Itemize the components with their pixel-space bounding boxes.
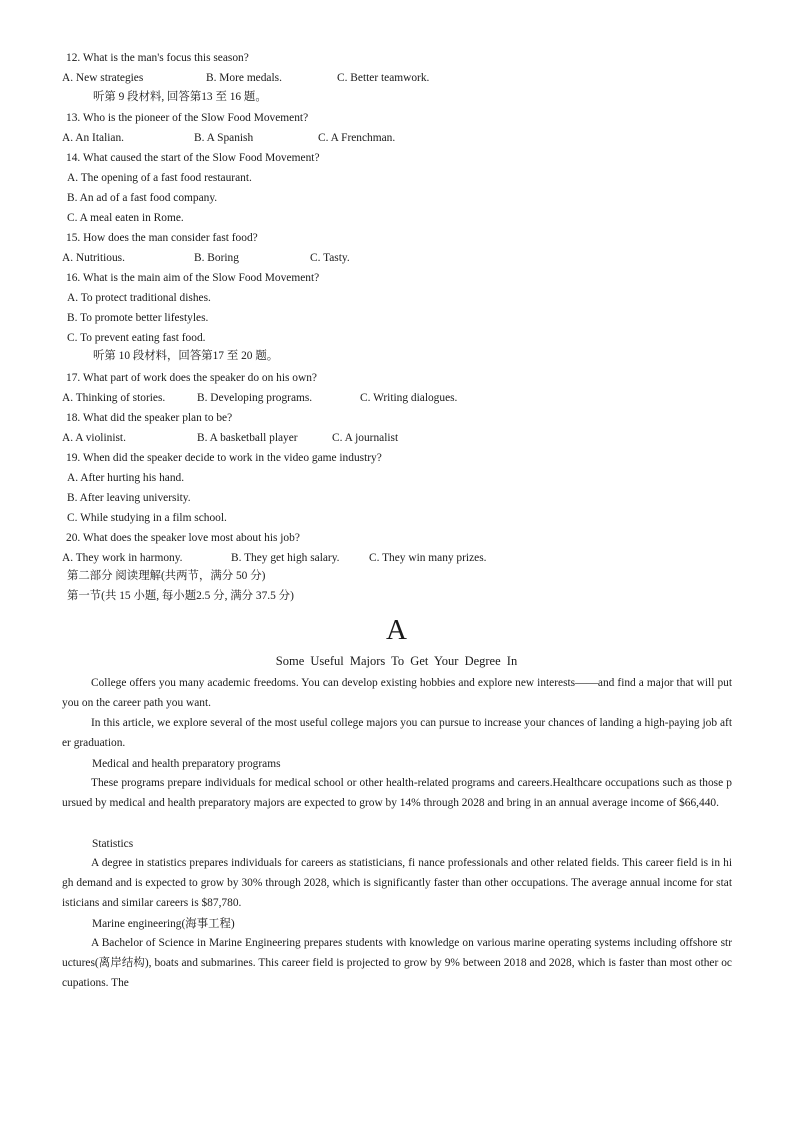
passage-title: Some Useful Majors To Get Your Degree In [275, 654, 518, 668]
option-c: C. A journalist [332, 432, 399, 444]
question-16: 16. What is the main aim of the Slow Food Movement? [66, 272, 320, 284]
option-14-a: A. The opening of a fast food restaurant. [67, 172, 252, 184]
heading-statistics: Statistics [92, 838, 134, 850]
question-13: 13. Who is the pioneer of the Slow Food Movement? [66, 112, 309, 124]
option-c: C. Better teamwork. [337, 72, 430, 84]
section-title: 第一节(共 15 小题, 每小题2.5 分, 满分 37.5 分) [67, 590, 294, 602]
option-16-c: C. To prevent eating fast food. [67, 332, 206, 344]
options-15 [62, 251, 350, 265]
options-18 [62, 431, 398, 445]
options-12 [62, 71, 429, 85]
option-b: B. A basketball player [197, 432, 298, 444]
option-b: B. Boring [194, 252, 239, 264]
paragraph-1: College offers you many academic freedoms. You can develop existing hobbies and explore new interests——and find a major that will put you on the career path you want. [62, 677, 732, 709]
option-16-b: B. To promote better lifestyles. [67, 312, 209, 324]
option-c: C. Writing dialogues. [360, 392, 458, 404]
question-20: 20. What does the speaker love most about his job? [66, 532, 300, 544]
option-a: A. New strategies [62, 72, 144, 84]
option-16-a: A. To protect traditional dishes. [67, 292, 211, 304]
part-title: 第二部分 阅读理解(共两节，满分 50 分) [67, 570, 266, 582]
question-18: 18. What did the speaker plan to be? [66, 412, 233, 424]
instruction-section-10: 听第 10 段材料，回答第17 至 20 题。 [93, 350, 279, 362]
paragraph-5: A Bachelor of Science in Marine Engineering prepares students with knowledge on various marine operating systems including offshore structures(离岸结构), boats and submarines. This career field is projected to grow by 9% between 2018 and 2028, which is faster than most other occupations. The [62, 937, 732, 989]
option-19-c: C. While studying in a film school. [67, 512, 227, 524]
passage-letter: A [386, 614, 407, 646]
question-15: 15. How does the man consider fast food? [66, 232, 258, 244]
question-19: 19. When did the speaker decide to work in the video game industry? [66, 452, 382, 464]
paragraph-3: These programs prepare individuals for medical school or other health-related programs and careers.Healthcare occupations such as those pursued by medical and health preparatory majors are expected to grow by 14% through 2028 and bring in an annual average income of $66,440. [62, 777, 732, 809]
option-a: A. Thinking of stories. [62, 392, 166, 404]
option-a: A. Nutritious. [62, 252, 125, 264]
heading-medical: Medical and health preparatory programs [92, 758, 281, 770]
option-b: B. They get high salary. [231, 552, 340, 564]
question-14: 14. What caused the start of the Slow Food Movement? [66, 152, 320, 164]
option-a: A. A violinist. [62, 432, 126, 444]
options-20 [62, 551, 486, 565]
option-a: A. They work in harmony. [62, 552, 183, 564]
question-12: 12. What is the man's focus this season? [66, 52, 249, 64]
instruction-section-9: 听第 9 段材料, 回答第13 至 16 题。 [93, 91, 267, 103]
heading-marine: Marine engineering(海事工程) [92, 918, 235, 930]
options-17 [62, 391, 457, 405]
option-a: A. An Italian. [62, 132, 125, 144]
option-14-b: B. An ad of a fast food company. [67, 192, 218, 204]
question-17: 17. What part of work does the speaker do on his own? [66, 372, 317, 384]
option-c: C. They win many prizes. [369, 552, 487, 564]
option-c: C. A Frenchman. [318, 132, 396, 144]
paragraph-2: In this article, we explore several of the most useful college majors you can pursue to increase your chances of landing a high-paying job after graduation. [62, 717, 732, 749]
options-13 [62, 131, 395, 145]
option-19-b: B. After leaving university. [67, 492, 191, 504]
option-b: B. More medals. [206, 72, 282, 84]
option-19-a: A. After hurting his hand. [67, 472, 185, 484]
paragraph-4: A degree in statistics prepares individuals for careers as statisticians, fi nance professionals and other related fields. This career field is in high demand and is expected to grow by 30% through 2028, which is significantly faster than other occupations. The average annual income for statisticians and similar careers is $87,780. [62, 857, 732, 909]
option-b: B. A Spanish [194, 132, 254, 144]
option-b: B. Developing programs. [197, 392, 313, 404]
option-14-c: C. A meal eaten in Rome. [67, 212, 184, 224]
option-c: C. Tasty. [310, 252, 350, 264]
